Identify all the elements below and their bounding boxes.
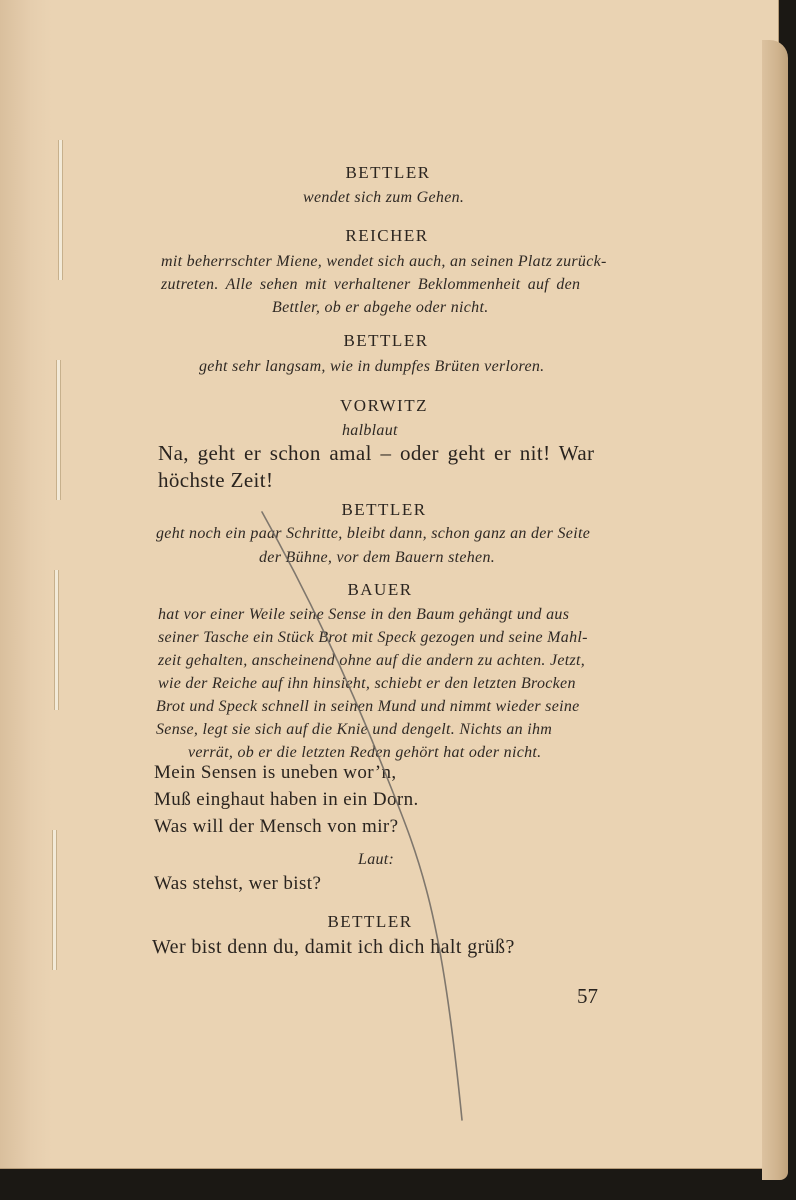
page-number: 57 — [577, 984, 598, 1008]
stage-direction: hat vor einer Weile seine Sense in den Baum gehängt und aus — [158, 606, 570, 623]
speaker-name: REICHER — [345, 226, 429, 245]
stage-direction: Laut: — [358, 851, 395, 868]
verse-line: Mein Sensen is uneben wor’n, — [154, 762, 397, 783]
verse-line: Was will der Mensch von mir? — [154, 816, 399, 837]
verse-line: Wer bist denn du, damit ich dich halt grüß? — [152, 936, 515, 958]
verse-line: höchste Zeit! — [158, 468, 274, 492]
stage-direction: Sense, legt sie sich auf die Knie und dengelt. Nichts an ihm — [156, 721, 553, 738]
stage-direction: Brot und Speck schnell in seinen Mund und nimmt wieder seine — [156, 698, 580, 715]
verse-line: Was stehst, wer bist? — [154, 873, 322, 894]
stage-direction: mit beherrschter Miene, wendet sich auch, an seinen Platz zurück- — [161, 253, 607, 270]
stage-direction: verrät, ob er die letzten Reden gehört hat oder nicht. — [188, 744, 542, 761]
stage-direction: wendet sich zum Gehen. — [303, 189, 465, 206]
stage-direction: seiner Tasche ein Stück Brot mit Speck gezogen und seine Mahl- — [158, 629, 588, 646]
speaker-name: BETTLER — [327, 912, 413, 931]
stage-direction: halblaut — [342, 422, 398, 439]
speaker-name: BETTLER — [343, 331, 429, 350]
stage-direction: zeit gehalten, anscheinend ohne auf die andern zu achten. Jetzt, — [158, 652, 586, 669]
speaker-name: BAUER — [347, 580, 413, 599]
speaker-name: BETTLER — [345, 163, 431, 182]
verse-line: Muß einghaut haben in ein Dorn. — [154, 789, 419, 810]
stage-direction: geht noch ein paar Schritte, bleibt dann, schon ganz an der Seite — [156, 525, 591, 542]
stage-direction: der Bühne, vor dem Bauern stehen. — [259, 549, 496, 566]
stage-direction: wie der Reiche auf ihn hinsieht, schiebt er den letzten Brocken — [158, 675, 576, 692]
stage-direction: geht sehr langsam, wie in dumpfes Brüten verloren. — [199, 358, 545, 375]
stage-direction: zutreten. Alle sehen mit verhaltener Beklommenheit auf den — [161, 276, 581, 293]
speaker-name: BETTLER — [341, 500, 427, 519]
verse-line: Na, geht er schon amal – oder geht er nit! War — [158, 441, 595, 465]
stage-direction: Bettler, ob er abgehe oder nicht. — [272, 299, 489, 316]
speaker-name: VORWITZ — [340, 396, 428, 415]
